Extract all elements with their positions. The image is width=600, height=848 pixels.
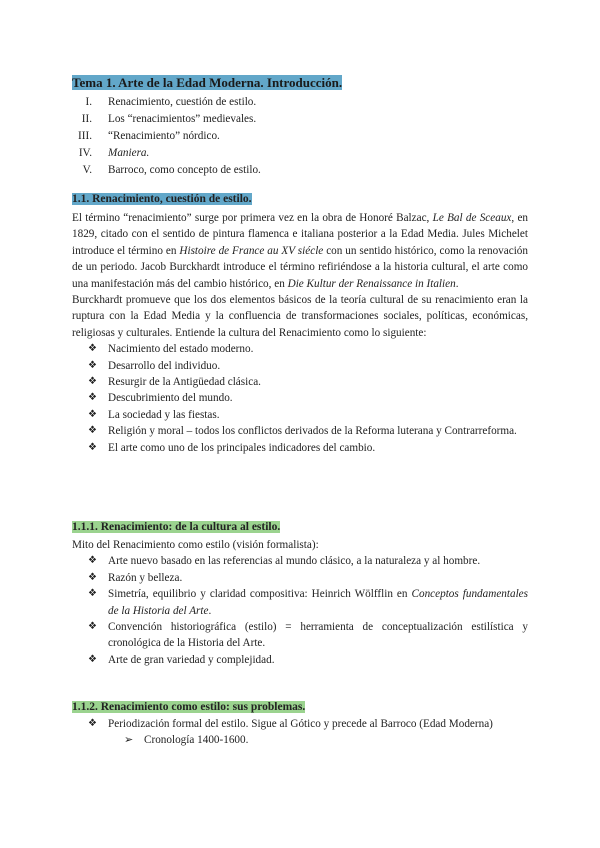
table-of-contents: [72, 94, 528, 179]
diamond-bullet-icon: ❖: [88, 359, 97, 371]
list-item: ❖ Convención historiográfica (estilo) = herramienta de conceptualización estilística y cronológica de la Historia del Arte.: [88, 621, 528, 650]
diamond-bullet-icon: ❖: [88, 588, 97, 600]
section-1-1-1-body: [72, 537, 528, 668]
toc-item: IV. Maniera.: [78, 147, 150, 159]
section-heading-1-1-2: 1.1.2. Renacimiento como estilo: sus problemas.: [72, 701, 306, 713]
list-item: ❖ Simetría, equilibrio y claridad compositiva: Heinrich Wölfflin en Conceptos fundamentales de la Historia del Arte.: [88, 588, 529, 617]
sub-list-item: ➢ Cronología 1400-1600.: [72, 732, 528, 748]
section-heading-1-1-1: 1.1.1. Renacimiento: de la cultura al estilo.: [72, 521, 281, 533]
section-1-1-body: [72, 210, 528, 456]
list-item: ❖ Descubrimiento del mundo.: [72, 390, 528, 406]
bullet-list: [72, 341, 528, 456]
section-heading-1-1: 1.1. Renacimiento, cuestión de estilo.: [72, 193, 252, 205]
bullet-list: [72, 716, 528, 732]
list-item: ❖ El arte como uno de los principales indicadores del cambio.: [72, 440, 528, 456]
paragraph: El término “renacimiento” surge por primera vez en la obra de Honoré Balzac, Le Bal de Sceaux, en 1829, citado con el sentido de pintura flamenca e italiana posterior a la Edad Media. Jules Michelet introduce el término en Histoire de France au XV siécle con un sentido histórico, como la renovación de un periodo. Jacob Burckhardt introduce el término refiriéndose a la historia cultural, el arte como una manifestación más del cambio histórico, en Die Kultur der Renaissance in Italien.: [72, 212, 529, 290]
diamond-bullet-icon: ❖: [88, 408, 97, 420]
list-item: ❖ Desarrollo del individuo.: [72, 358, 528, 374]
diamond-bullet-icon: ❖: [88, 571, 97, 583]
list-item: ❖ Razón y belleza.: [72, 570, 528, 586]
diamond-bullet-icon: ❖: [88, 425, 97, 437]
list-item: ❖ Arte de gran variedad y complejidad.: [72, 652, 528, 668]
diamond-bullet-icon: ❖: [88, 555, 97, 567]
list-item: ❖ Resurgir de la Antigüedad clásica.: [72, 374, 528, 390]
toc-item: III. “Renacimiento” nórdico.: [78, 130, 220, 142]
paragraph: Mito del Renacimiento como estilo (visión formalista):: [72, 539, 319, 551]
paragraph: Burckhardt promueve que los dos elementos básicos de la teoría cultural de su renacimiento eran la ruptura con la Edad Media y la confluencia de transformaciones sociales, políticas, económicas, religiosas y culturales. Entiende la cultura del Renacimiento como lo siguiente:: [72, 294, 528, 339]
diamond-bullet-icon: ❖: [88, 441, 97, 453]
toc-item: I. Renacimiento, cuestión de estilo.: [85, 96, 257, 108]
section-1-1-2-body: [72, 716, 528, 749]
diamond-bullet-icon: ❖: [88, 718, 97, 729]
list-item: ❖ Periodización formal del estilo. Sigue al Gótico y precede al Barroco (Edad Moderna): [72, 716, 528, 732]
diamond-bullet-icon: ❖: [88, 343, 97, 355]
list-item: ❖ Religión y moral – todos los conflictos derivados de la Reforma luterana y Contrarreforma.: [72, 423, 528, 439]
bullet-list: [72, 553, 528, 668]
diamond-bullet-icon: ❖: [88, 653, 97, 665]
toc-item: II. Los “renacimientos” medievales.: [81, 113, 257, 125]
diamond-bullet-icon: ❖: [88, 376, 97, 388]
list-item: ❖ La sociedad y las fiestas.: [72, 407, 528, 423]
list-item: ❖ Arte nuevo basado en las referencias al mundo clásico, a la naturaleza y al hombre.: [72, 553, 528, 569]
list-item: ❖ Nacimiento del estado moderno.: [72, 341, 528, 357]
toc-item: V. Barroco, como concepto de estilo.: [82, 164, 261, 176]
diamond-bullet-icon: ❖: [88, 621, 97, 633]
arrow-bullet-icon: ➢: [124, 734, 134, 747]
document-title: Tema 1. Arte de la Edad Moderna. Introducción.: [72, 75, 343, 90]
diamond-bullet-icon: ❖: [88, 392, 97, 404]
